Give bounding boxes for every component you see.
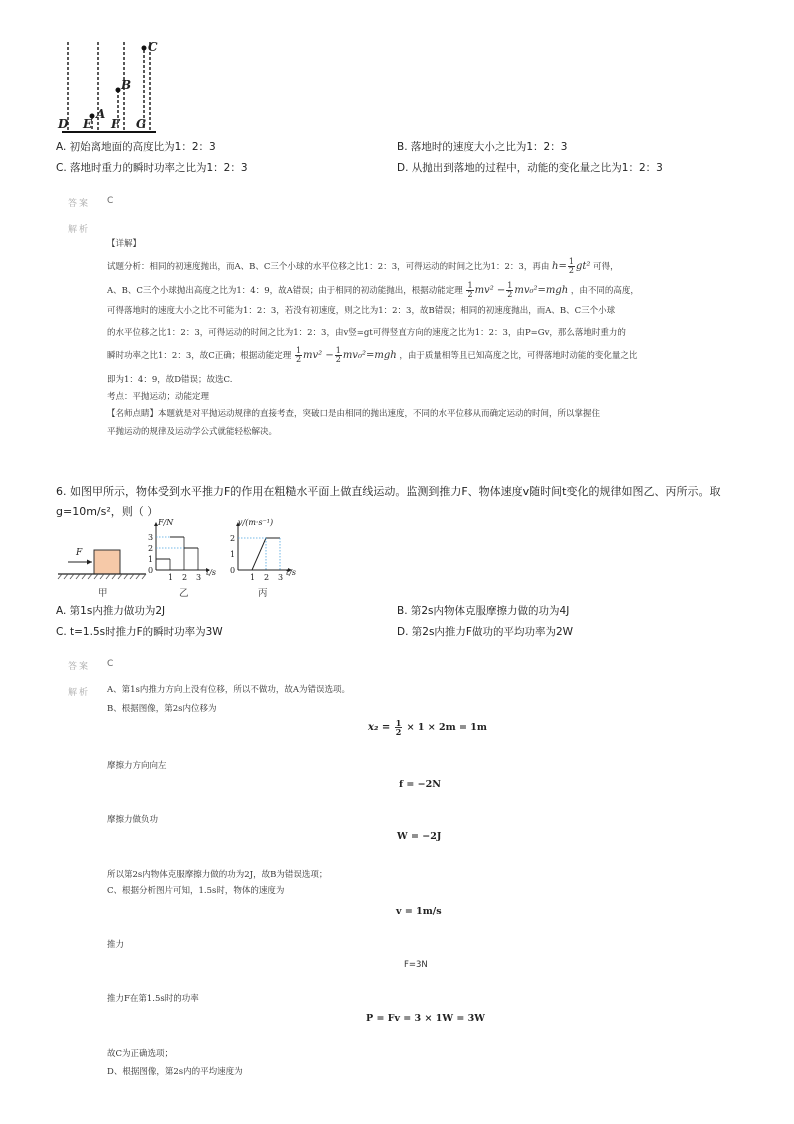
point-a-label: A: [96, 107, 106, 121]
q6-formula-w: W = −2J: [397, 831, 442, 842]
y-tick-label: 3: [148, 533, 154, 542]
q6-analysis-tag: 解析: [68, 688, 91, 698]
formula-x2-lhs: x₂ =: [368, 722, 394, 733]
x-tick-label: 3: [196, 573, 202, 582]
q6-formula-power: P = Fv = 3 × 1W = 3W: [366, 1013, 485, 1024]
caption-bing: 丙: [258, 588, 268, 599]
fraction-half: $\frac{1}{2}$: [335, 346, 341, 364]
chart-yi-xlabel: t/s: [206, 568, 217, 577]
q6-sol-1: A、第1s内推力方向上没有位移，所以不做功，故A为错误选项。: [107, 685, 351, 695]
formula-mv02: mv₀²=mgh: [514, 285, 569, 296]
chart-bing-ylabel: v/(m·s⁻¹): [238, 518, 274, 527]
q5-line-2-end: ，由不同的高度，: [570, 286, 639, 296]
point-e-label: E: [83, 117, 93, 131]
q5-line-3: 可得落地时的速度大小之比不可能为1：2：3，若没有初速度，则之比为1：2：3，故B错误；相同的初速度抛出，而A、B、C三个小球: [107, 306, 616, 316]
x-tick-label: 1: [250, 573, 256, 582]
chart-bing-xlabel: t/s: [286, 568, 297, 577]
q6-option-d[interactable]: D. 第2s内推力F做功的平均功率为2W: [397, 626, 574, 638]
q6-sol-4: 摩擦力做负功: [107, 815, 159, 825]
q5-line-1-end: 可得，: [593, 262, 619, 272]
formula-mv02: mv₀²=mgh: [342, 350, 397, 361]
caption-yi: 乙: [179, 588, 189, 599]
y-tick-label: 0: [148, 566, 154, 575]
q5-line-1-text: 试题分析：相同的初速度抛出，而A、B、C三个小球的水平位移之比1：2：3，可得运动的时间之比为1：2：3，再由: [107, 262, 550, 272]
q5-option-c[interactable]: C. 落地时重力的瞬时功率之比为1：2：3: [56, 162, 248, 174]
y-tick-label: 1: [230, 550, 236, 559]
q6-formula-x2: [368, 719, 487, 736]
q5-line-2: [107, 282, 639, 299]
q5-line-5-end: ，由于质量相等且已知高度之比，可得落地时动能的变化量之比: [399, 351, 638, 361]
fraction-half: $\frac{1}{2}$: [507, 281, 513, 299]
y-tick-label: 0: [230, 566, 236, 575]
q6-sol-6: C、根据分析图片可知，1.5s时，物体的速度为: [107, 886, 285, 896]
fraction-half: $\frac{1}{2}$: [295, 346, 302, 364]
q6-sol-9: 故C为正确选项；: [107, 1049, 174, 1059]
velocity-line: [238, 538, 280, 570]
q6-sol-10: D、根据图像，第2s内的平均速度为: [107, 1067, 243, 1077]
ground-hatching: [58, 574, 146, 579]
q5-detail-title: 【详解】: [107, 239, 142, 249]
q6-option-c[interactable]: C. t=1.5s时推力F的瞬时功率为3W: [56, 626, 223, 638]
figure-jia: [56, 542, 152, 582]
caption-jia: 甲: [98, 588, 108, 599]
q6-sol-7: 推力: [107, 940, 125, 950]
point-c-label: C: [148, 40, 158, 54]
q6-sol-2: B、根据图像，第2s内位移为: [107, 704, 217, 714]
y-tick-label: 1: [148, 555, 154, 564]
q6-option-b[interactable]: B. 第2s内物体克服摩擦力做的功为4J: [397, 605, 570, 617]
fraction-half: $\frac{1}{2}$: [395, 718, 402, 737]
q6-option-a[interactable]: A. 第1s内推力做功为2J: [56, 605, 166, 617]
formula-h: h=: [552, 261, 567, 272]
formula-x2-rhs: × 1 × 2m = 1m: [403, 722, 487, 733]
q5-line-4: 的水平位移之比1：2：3，可得运动的时间之比为1：2：3，由v竖=gt可得竖直方向的速度之比为1：2：3，由P=Gv，那么落地时重力的: [107, 328, 626, 338]
q5-line-5: [107, 347, 637, 364]
q6-sol-8: 推力F在第1.5s时的功率: [107, 994, 199, 1004]
chart-yi-ylabel: F/N: [158, 518, 174, 527]
x-tick-label: 3: [278, 573, 284, 582]
q5-answer-tag: 答案: [68, 199, 91, 209]
q6-sol-5: 所以第2s内物体克服摩擦力做的功为2J，故B为错误选项；: [107, 870, 328, 880]
q5-option-b[interactable]: B. 落地时的速度大小之比为1：2：3: [397, 141, 568, 153]
q5-line-6: 即为1：4：9，故D错误；故选C.: [107, 375, 233, 385]
q6-stem-line-2: g=10m/s²，则（ ）: [56, 505, 159, 518]
x-tick-label: 2: [264, 573, 270, 582]
force-f-label: F: [76, 548, 83, 558]
point-g-label: G: [136, 117, 147, 131]
point-d-label: D: [58, 117, 69, 131]
q6-formula-v: v = 1m/s: [396, 906, 442, 917]
q5-line-2-text: A、B、C三个小球抛出高度之比为1：4：9，故A错误；由于相同的初动能抛出，根据动能定理: [107, 286, 463, 296]
q6-formula-f: f = −2N: [399, 779, 441, 790]
q5-answer: C: [107, 196, 114, 206]
point-b-label: B: [121, 78, 132, 92]
fraction-half: $\frac{1}{2}$: [568, 257, 574, 275]
q6-stem-line-1: 6. 如图甲所示，物体受到水平推力F的作用在粗糙水平面上做直线运动。监测到推力F、物体速度v随时间t变化的规律如图乙、丙所示。取: [56, 485, 721, 498]
y-tick-label: 2: [230, 534, 236, 543]
q5-line-8: 【名师点睛】本题就是对平抛运动规律的直接考查，突破口是由相同的抛出速度，不同的水平位移从而确定运动的时间，所以掌握住: [107, 409, 601, 419]
formula-mv2: mv² −: [303, 350, 334, 361]
q6-answer-tag: 答案: [68, 662, 91, 672]
q5-line-1: [107, 258, 619, 275]
x-tick-label: 1: [168, 573, 174, 582]
point-f-label: F: [111, 117, 120, 131]
q5-analysis-tag: 解析: [68, 225, 91, 235]
q5-option-d[interactable]: D. 从抛出到落地的过程中，动能的变化量之比为1：2：3: [397, 162, 663, 174]
q6-answer: C: [107, 659, 114, 669]
formula-mv2: mv² −: [474, 285, 506, 296]
y-tick-label: 2: [148, 544, 154, 553]
x-tick-label: 2: [182, 573, 188, 582]
fraction-half: $\frac{1}{2}$: [467, 281, 473, 299]
q5-line-7: 考点：平抛运动；动能定理: [107, 392, 210, 402]
q5-line-5-text: 瞬时功率之比1：2：3，故C正确；根据动能定理: [107, 351, 292, 361]
formula-gt2: gt²: [575, 261, 591, 272]
q5-line-9: 平抛运动的规律及运动学公式就能轻松解决。: [107, 427, 278, 437]
q6-sol-3: 摩擦力方向向左: [107, 761, 167, 771]
q6-formula-force: F=3N: [404, 960, 428, 970]
q5-option-a[interactable]: A. 初始离地面的高度比为1：2：3: [56, 141, 216, 153]
